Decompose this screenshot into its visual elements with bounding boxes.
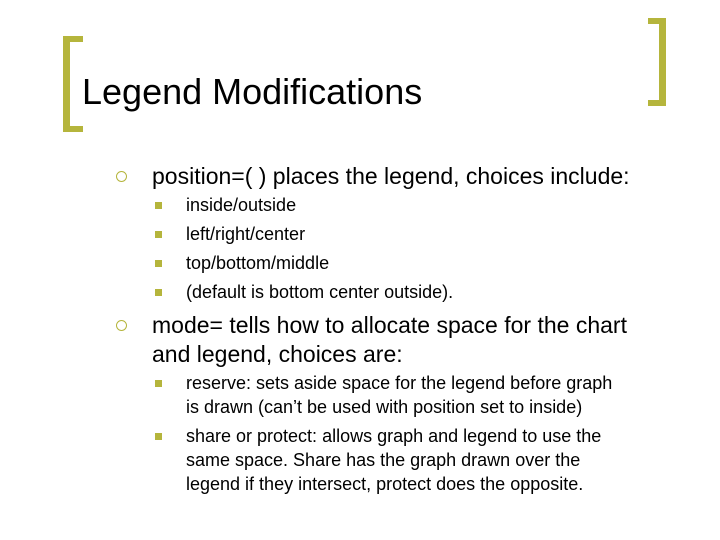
bullet-square-icon	[155, 289, 162, 296]
sub-bullet-top-bottom-middle: top/bottom/middle	[186, 253, 330, 273]
bullet-square-icon	[155, 260, 162, 267]
bullet-square-icon	[155, 380, 162, 387]
bullet-mode-line1: mode= tells how to allocate space for the chart	[152, 312, 627, 338]
right-bracket-bottom	[648, 100, 666, 106]
bullet-square-icon	[155, 202, 162, 209]
sub-bullet-reserve-line1: reserve: sets aside space for the legend before graph	[186, 373, 613, 393]
bullet-mode-line2: and legend, choices are:	[152, 341, 403, 367]
bullet-square-icon	[155, 231, 162, 238]
sub-bullet-share-line2: same space. Share has the graph drawn over the	[186, 450, 581, 470]
right-bracket-vertical	[659, 18, 666, 106]
left-bracket-vertical	[63, 36, 70, 132]
bullet-circle-icon	[116, 320, 127, 331]
sub-bullet-share-line3: legend if they intersect, protect does the opposite.	[186, 474, 584, 494]
sub-bullet-default: (default is bottom center outside).	[186, 282, 454, 302]
bullet-circle-icon	[116, 171, 127, 182]
left-bracket-top	[63, 36, 83, 42]
bullet-square-icon	[155, 433, 162, 440]
sub-bullet-left-right-center: left/right/center	[186, 224, 306, 244]
sub-bullet-share-line1: share or protect: allows graph and legend to use the	[186, 426, 602, 446]
slide-title: Legend Modifications	[82, 71, 423, 112]
bullet-position: position=( ) places the legend, choices include:	[152, 163, 630, 189]
sub-bullet-inside-outside: inside/outside	[186, 195, 297, 215]
sub-bullet-reserve-line2: is drawn (can’t be used with position set to inside)	[186, 397, 583, 417]
left-bracket-bottom	[63, 126, 83, 132]
right-bracket-top	[648, 18, 666, 24]
